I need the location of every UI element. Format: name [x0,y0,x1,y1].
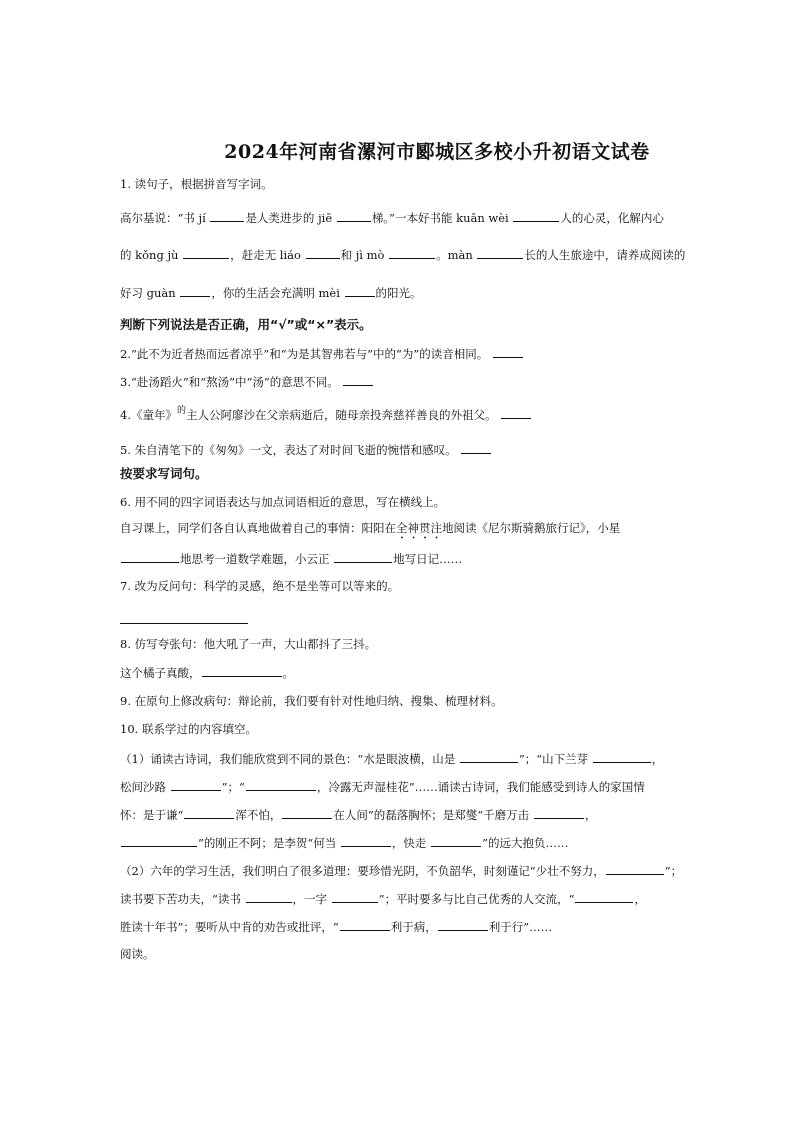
q8-line: 这个橘子真酸， 。 [120,666,294,680]
blank[interactable] [184,806,234,819]
blank[interactable] [606,862,664,875]
q6-prompt: 6. 用不同的四字词语表达与加点词语相近的意思，写在横线上。 [120,495,446,509]
blank[interactable] [332,890,378,903]
q10-part2-line3: 胜读十年书”；要听从中肯的劝告或批评，“ 利于病， 利于行”…… [120,920,553,934]
q10-part1-line4: ”的刚正不阿；是李贺“何当 ，快走 ”的远大抱负…… [120,834,712,851]
blank[interactable] [460,750,518,763]
question-4: 4.《童年》$^的$主人公阿廖沙在父亲病逝后，随母亲投奔慈祥善良的外祖父。 [120,406,712,423]
question-2: 2.“此不为近者热而远者凉乎”和“为是其智弗若与”中的“为”的读音相同。 [120,345,712,362]
answer-blank[interactable] [461,441,491,454]
q10-part1-line2: 松间沙路 ”；“ ，冷露无声湿桂花”……诵读古诗词，我们能感受到诗人的家国情 [120,780,645,794]
reading-heading: 阅读。 [120,947,155,961]
q10-part1-line1: （1）诵读古诗词，我们能欣赏到不同的景色：“水是眼波横，山是 ”；“山下兰芽 ， [120,752,664,766]
question-5: 5. 朱自清笔下的《匆匆》一文，表达了对时间飞逝的惋惜和感叹。 [120,441,712,458]
blank[interactable] [121,834,197,847]
blank[interactable] [183,246,229,259]
section-heading-writing: 按要求写词句。 [120,466,208,481]
blank[interactable] [210,209,244,222]
blank[interactable] [246,890,292,903]
q1-line-1: 高尔基说：“书 jí 是人类进步的 jiē 梯。”一本好书能 kuān wèi 人的心灵，化解内心 [120,211,664,225]
q8-prompt: 8. 仿写夸张句：他大吼了一声，大山都抖了三抖。 [120,637,377,651]
q10-prompt: 10. 联系学过的内容填空。 [120,722,257,736]
blank[interactable] [121,550,179,563]
blank[interactable] [282,806,332,819]
page-title: 2024年河南省漯河市郾城区多校小升初语文试卷 [224,141,650,163]
blank[interactable] [341,834,391,847]
blank[interactable] [593,750,651,763]
q6-line-2: 地思考一道数学难题，小云正 地写日记…… [120,550,712,567]
section-heading-judgement: 判断下列说法是否正确，用“√”或“×”表示。 [120,317,372,332]
question-7: 7. 改为反问句：科学的灵感，绝不是坐等可以等来的。 [120,579,400,593]
blank[interactable] [513,209,559,222]
q1-prompt: 1. 读句子，根据拼音写字词。 [120,177,273,191]
blank[interactable] [477,246,523,259]
blank[interactable] [534,806,584,819]
blank[interactable] [171,778,221,791]
answer-blank[interactable] [501,406,531,419]
blank[interactable] [340,918,390,931]
blank[interactable] [431,834,481,847]
q10-part2-line1: （2）六年的学习生活，我们明白了很多道理：要珍惜光阴，不负韶华，时刻谨记“少壮不努力， ”； [120,864,683,878]
blank[interactable] [345,284,375,297]
blank[interactable] [337,209,371,222]
answer-line-q7[interactable] [120,623,248,624]
blank[interactable] [334,550,392,563]
answer-blank[interactable] [343,373,373,386]
q1-line-2: 的 kǒng jù ，赶走无 liáo 和 jì mò 。màn 长的人生旅途中，请养成阅读的 [120,248,686,262]
q6-line-1: 自习课上，同学们各自认真地做着自己的事情：阳阳在全神贯注地阅读《尼尔斯骑鹅旅行记》，小星 [120,521,621,535]
blank[interactable] [438,918,488,931]
blank[interactable] [575,890,633,903]
blank[interactable] [180,284,210,297]
blank[interactable] [202,664,282,677]
question-3: 3.“赴汤蹈火”和“熬汤”中“汤”的意思不同。 [120,373,712,390]
blank[interactable] [246,778,316,791]
blank[interactable] [306,246,340,259]
q10-part2-line2: 读书要下苦功夫，“读书 ，一字 ”；平时要多与比自己优秀的人交流，“ ， [120,892,646,906]
blank[interactable] [389,246,435,259]
question-9: 9. 在原句上修改病句：辩论前，我们要有针对性地归纳、搜集、梳理材料。 [120,694,503,708]
dotted-word: 全神贯注 [396,521,442,535]
answer-blank[interactable] [493,345,523,358]
q1-line-3: 好习 guàn ，你的生活会充满明 mèi 的阳光。 [120,286,422,300]
q10-part1-line3: 怀：是于谦“ 浑不怕， 在人间”的磊落胸怀；是郑燮“千磨万击 ， [120,808,597,822]
